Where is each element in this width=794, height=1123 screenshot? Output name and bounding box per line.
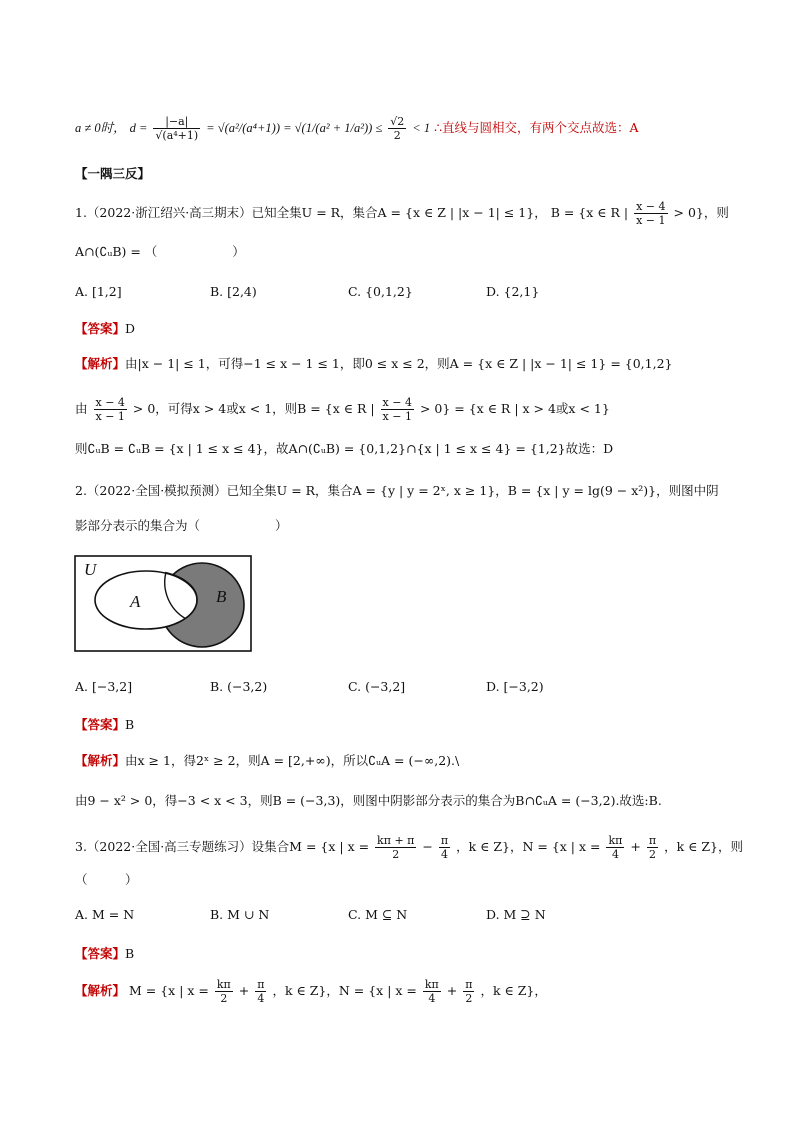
q1-analysis-2 <box>75 396 610 423</box>
less-than-one: < 1 <box>412 121 431 135</box>
q2-option-c: C. (−3,2] <box>348 679 406 694</box>
q3-stem-post: ，k ∈ Z}，则 <box>664 839 743 854</box>
analysis-post: > 0} = {x ∈ R | x > 4或x < 1} <box>419 401 610 416</box>
fraction-denominator: x − 1 <box>95 410 125 423</box>
q2-analysis-1 <box>75 752 459 770</box>
fraction-denominator: 2 <box>220 992 228 1005</box>
fraction <box>634 200 667 227</box>
fraction-denominator: x − 1 <box>636 214 666 227</box>
q1-option-d: D. {2,1} <box>486 284 540 299</box>
fraction-numerator: x − 4 <box>382 396 412 409</box>
fraction <box>215 978 233 1005</box>
q2-option-a: A. [−3,2] <box>75 679 133 694</box>
fraction-numerator: kπ <box>216 978 231 991</box>
q2-stem2: 影部分表示的集合为（ ） <box>75 518 288 533</box>
fraction-numerator: x − 4 <box>636 200 666 213</box>
d-equals: d = <box>129 121 148 135</box>
fraction <box>381 396 414 423</box>
q3-option-a: A. M = N <box>75 907 135 922</box>
q1-analysis-1 <box>75 355 672 373</box>
fraction <box>606 834 624 861</box>
operator: − <box>422 839 433 854</box>
fraction <box>94 396 127 423</box>
q3-option-b: B. M ∪ N <box>210 907 270 922</box>
analysis-pre: M = {x | x = <box>129 983 209 998</box>
q3-option-d: D. M ⊇ N <box>486 907 546 922</box>
analysis-label: 【解析】 <box>75 356 126 371</box>
analysis-post: ，k ∈ Z}， <box>480 983 547 998</box>
fraction <box>647 834 658 861</box>
operator: + <box>446 983 458 998</box>
q1-option-a: A. [1,2] <box>75 284 122 299</box>
fraction <box>255 978 266 1005</box>
fraction-denominator: 2 <box>648 848 656 861</box>
fraction-numerator: kπ <box>608 834 623 847</box>
q1-option-c: C. {0,1,2} <box>348 284 413 299</box>
label-a: A <box>130 592 141 611</box>
analysis-label: 【解析】 <box>75 983 126 998</box>
q3-answer <box>75 945 134 963</box>
top-derivation <box>75 115 639 142</box>
fraction <box>439 834 450 861</box>
answer-label: 【答案】 <box>75 717 126 732</box>
fraction-numerator: π <box>648 834 657 847</box>
q1-stem <box>75 200 729 227</box>
analysis-text: 由x ≥ 1，得2ˣ ≥ 2，则A = [2,+∞)，所以∁ᵤA = (−∞,2).\ <box>125 753 460 768</box>
fraction-denominator: 2 <box>392 848 400 861</box>
answer-label: 【答案】 <box>75 946 126 961</box>
q2-analysis-2: 由9 − x² > 0，得−3 < x < 3，则B = (−3,3)，则图中阴影部分表示的集合为B∩∁ᵤA = (−3,2).故选:B. <box>75 793 662 808</box>
analysis-mid: > 0，可得x > 4或x < 1，则B = {x ∈ R | <box>132 401 375 416</box>
q1-analysis-3: 则∁ᵤB = ∁ᵤB = {x | 1 ≤ x ≤ 4}，故A∩(∁ᵤB) = {0,1,2}∩{x | 1 ≤ x ≤ 4} = {1,2}故选：D <box>75 441 614 456</box>
q3-stem-mid: ，k ∈ Z}，N = {x | x = <box>456 839 601 854</box>
q3-stem-pre: 3.（2022·全国·高三专题练习）设集合M = {x | x = <box>75 839 370 854</box>
fraction-denominator: 4 <box>257 992 265 1005</box>
condition-text: a ≠ 0时， <box>75 121 126 135</box>
q1-option-b: B. [2,4) <box>210 284 257 299</box>
fraction-denominator: 2 <box>465 992 473 1005</box>
fraction <box>423 978 441 1005</box>
q1-stem2: A∩(∁ᵤB) = （ ） <box>75 244 245 259</box>
fraction-denominator: x − 1 <box>382 410 412 423</box>
q2-option-d: D. [−3,2) <box>486 679 544 694</box>
q1-stem-a: 1.（2022·浙江绍兴·高三期末）已知全集U = R，集合A = {x ∈ Z | |x − 1| ≤ 1}， <box>75 205 547 220</box>
analysis-text: 由|x − 1| ≤ 1，可得−1 ≤ x − 1 ≤ 1，即0 ≤ x ≤ 2，则A = {x ∈ Z | |x − 1| ≤ 1} = {0,1,2} <box>125 356 673 371</box>
fraction-denominator: 2 <box>393 129 401 142</box>
q2-stem1: 2.（2022·全国·模拟预测）已知全集U = R，集合A = {y | y = 2ˣ, x ≥ 1}，B = {x | y = lg(9 − x²)}，则图中阴 <box>75 483 719 498</box>
answer-value: D <box>125 321 136 336</box>
label-u: U <box>84 560 97 579</box>
answer-value: B <box>125 717 135 732</box>
fraction-numerator: x − 4 <box>95 396 125 409</box>
label-b: B <box>216 587 227 606</box>
radical-chain: = √(a²/(a⁴+1)) = √(1/(a² + 1/a²)) ≤ <box>206 121 383 135</box>
operator: + <box>238 983 250 998</box>
q3-analysis-1 <box>75 978 547 1005</box>
fraction-numerator: kπ + π <box>377 834 415 847</box>
fraction-numerator: kπ <box>424 978 439 991</box>
fraction-numerator: π <box>465 978 473 991</box>
fraction-denominator: 4 <box>428 992 436 1005</box>
q3-stem1 <box>75 834 743 861</box>
q1-stem-b-post: > 0}，则 <box>673 205 729 220</box>
answer-value: B <box>125 946 135 961</box>
analysis-mid: ，k ∈ Z}，N = {x | x = <box>272 983 417 998</box>
fraction <box>388 115 406 142</box>
operator: + <box>630 839 641 854</box>
fraction <box>153 115 200 142</box>
fraction-numerator: |−a| <box>153 115 200 129</box>
fraction-denominator: 4 <box>611 848 619 861</box>
set-a-ellipse <box>95 571 197 629</box>
q2-answer <box>75 716 134 734</box>
fraction <box>463 978 474 1005</box>
analysis-label: 【解析】 <box>75 753 126 768</box>
fraction <box>375 834 416 861</box>
answer-label: 【答案】 <box>75 321 126 336</box>
q1-stem-b-pre: B = {x ∈ R | <box>550 205 629 220</box>
analysis-pre: 由 <box>75 401 88 416</box>
fraction-numerator: π <box>440 834 449 847</box>
q2-option-b: B. (−3,2) <box>210 679 268 694</box>
q3-option-c: C. M ⊆ N <box>348 907 408 922</box>
conclusion-text: ∴直线与圆相交，有两个交点故选：A <box>434 120 639 135</box>
q3-stem2: （ ） <box>75 872 138 887</box>
fraction-numerator: √2 <box>390 115 405 128</box>
section-title: 【一隅三反】 <box>75 166 151 181</box>
fraction-denominator: √(a⁴+1) <box>155 129 199 142</box>
fraction-denominator: 4 <box>440 848 448 861</box>
venn-diagram <box>74 555 252 652</box>
q1-answer <box>75 320 135 338</box>
fraction-numerator: π <box>257 978 265 991</box>
